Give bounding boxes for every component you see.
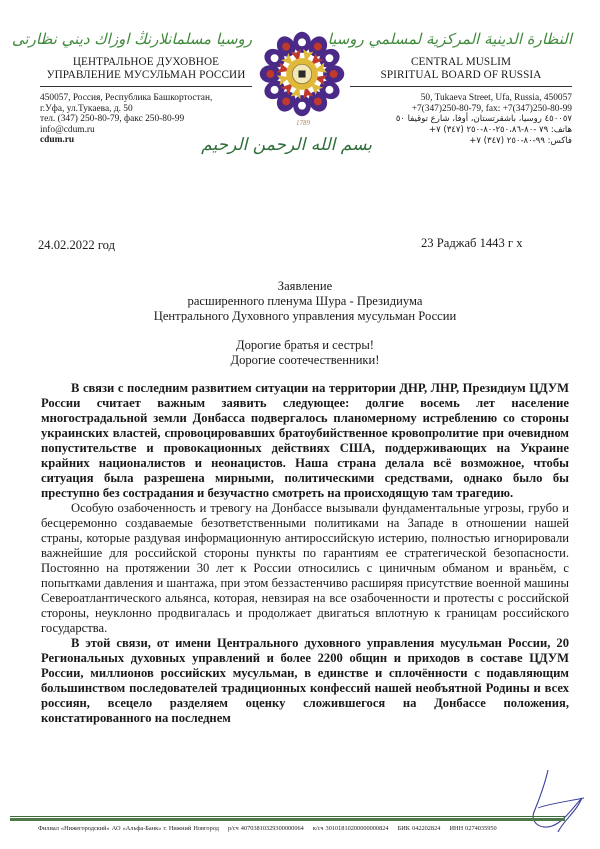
arabic-fax-line: فاكس: ٩٩-٨٠-٢٥٠ (٣٤٧) ٧+ — [469, 135, 572, 146]
date-hijri: 23 Раджаб 1443 г х — [421, 236, 523, 250]
title-line1: Заявление — [277, 279, 333, 293]
emblem-petal — [323, 65, 344, 83]
emblem-petal — [260, 65, 281, 83]
header-divider-right — [350, 86, 572, 87]
paragraph-3: В этой связи, от имени Центрального духовного управления мусульман России, 20 Региональных духовных управлений и более 2200 общин и приходов в составе ЦДУМ России, миллионов российских мусульман, в единстве и сплочённости с подавляющим большинством последователей традиционных конфессий нашей необъятной Родины и всех россиян, всецело разделяем оценку сложившегося на Донбассе положения, констатированного на последнем — [41, 636, 569, 725]
org-name-line2: УПРАВЛЕНИЕ МУСУЛЬМАН РОССИИ — [46, 68, 246, 81]
greeting-line1: Дорогие братья и сестры! — [235, 338, 374, 352]
address-line1-en: 50, Tukaeva Street, Ufa, Russia, 450057 — [420, 93, 572, 103]
footer-bik: БИК 042202824 — [397, 825, 441, 832]
org-name-line2-en: SPIRITUAL BOARD OF RUSSIA — [380, 68, 542, 81]
paragraph-2: Особую озабоченность и тревогу на Донбассе вызывали фундаментальные угрозы, грубо и бесцеремонно создаваемые безответственными политиками на Западе в отношении нашей страны, которые раздувая информационную антироссийскую истерию, полностью игнорировали важнейшие для российской стороны пункты по гарантиям ее стратегической безопасности. Постоянно на протяжении 30 лет к России относились с циничным обманом и враньём, с попытками давления и шантажа, при этом беззастенчиво расширяя присутствие военной машины Североатлантического альянса, которая, невзирая на все озабоченности и протесты с российской стороны, неуклонно продвигалась и продолжает двигаться вплотную к границам российского государства. — [41, 501, 569, 635]
emblem-kaaba-icon — [298, 70, 305, 77]
phone-line: тел. (347) 250-80-79, факс 250-80-99 — [40, 114, 185, 125]
footer-account: р/сч 40703810329300000064 — [227, 825, 304, 832]
document-title — [40, 279, 570, 325]
address-english — [350, 93, 572, 114]
arabic-address-line: ٤٥٠٠٥٧ روسيا، باشقرتستان، أوفا، شارع توقيفا ٥٠ — [395, 114, 572, 125]
document-body — [41, 381, 569, 726]
footer-bank-details — [38, 825, 568, 832]
emblem-petal — [293, 32, 311, 53]
emblem-year-mark: 1789 — [296, 119, 310, 127]
address-line2: г.Уфа, ул.Тукаева, д. 50 — [40, 103, 133, 114]
emblem-petal — [293, 95, 311, 116]
footer-corr-account: к/сч 30101810200000000824 — [312, 825, 389, 832]
org-name-english — [350, 56, 572, 81]
org-name-line1-en: CENTRAL MUSLIM — [410, 56, 512, 68]
footer-divider-thin — [10, 816, 565, 817]
arabic-calligraphy-right: النظارة الدينية المركزية لمسلمي روسيا — [327, 30, 572, 48]
address-arabic — [350, 114, 572, 146]
footer-divider-thick — [10, 818, 565, 821]
paragraph-1: В связи с последним развитием ситуации на территории ДНР, ЛНР, Президиум ЦДУМ России считает важным заявить следующее: долгие восемь лет население многострадальной земли Донбасса подвергалось планомерному истреблению со стороны украинских властей, спровоцировавших братоубийственное кровопролитие при очевидном попустительстве и провокационных действиях США, поддерживающих на Украине крайних националистов и неонацистов. Наша страна делала всё возможное, чтобы ситуация была разрешена мирными, политическими средствами, однако было бы преступно без сострадания и безучастно смотреть на происходящую там трагедию. — [41, 381, 569, 500]
website-link[interactable]: cdum.ru — [40, 135, 75, 146]
date-gregorian: 24.02.2022 год — [38, 238, 116, 252]
arabic-phone-line: هاتف: ٧٩ -٨٠-٢٥٠،٨٦-٨٠-٢٥٠ (٣٤٧) ٧+ — [429, 124, 572, 135]
header-left — [11, 28, 252, 146]
basmala-calligraphy: بسم الله الرحمن الرحيم — [201, 135, 372, 155]
title-line3: Центрального Духовного управления мусульман России — [153, 309, 457, 324]
footer-inn: ИНН 0274035950 — [449, 825, 497, 832]
greeting-line2: Дорогие соотечественники! — [230, 352, 380, 367]
greeting — [40, 338, 570, 368]
header-right — [327, 28, 572, 147]
title-line2: расширенного пленума Шура - Президиума — [187, 294, 423, 309]
arabic-calligraphy-left: روسيا مسلمانلارنڭ اوزاك ديني نظارتى — [11, 30, 252, 48]
header-divider-left — [40, 86, 252, 87]
footer-bank-name: Филиал «Нижегородский» АО «Альфа-Банк» г. Нижний Новгород — [38, 825, 219, 832]
address-line1: 450057, Россия, Республика Башкортостан, — [40, 93, 213, 103]
org-name-line1: ЦЕНТРАЛЬНОЕ ДУХОВНОЕ — [72, 56, 220, 68]
org-name-russian — [40, 56, 252, 81]
phone-line-en: +7(347)250-80-79, fax: +7(347)250-80-99 — [411, 103, 572, 114]
email-link[interactable]: info@cdum.ru — [40, 124, 95, 135]
